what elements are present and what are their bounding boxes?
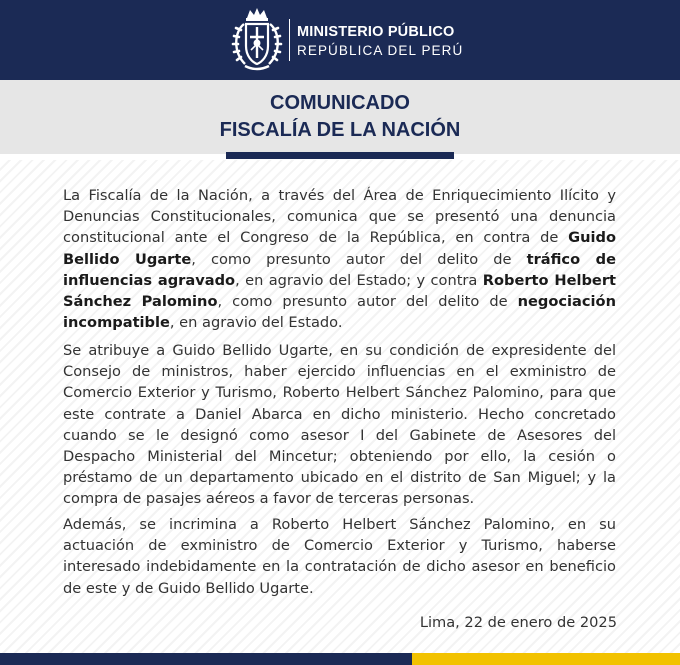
highlight-offense-1: tráfico de influencias agravado — [63, 250, 616, 289]
footer-bar-blue — [0, 653, 412, 665]
paragraph-1: La Fiscalía de la Nación, a través del Área de Enriquecimiento Ilícito y Denuncias Constitucionales, comunica que se presentó una denuncia constitucional ante el Congreso de la República, en contra de Guido Bellido Ugarte, como presunto autor del delito de tráfico de influencias agravado, en agravio del Estado; y contra Roberto Helbert Sánchez Palomino, como presunto autor del delito de negociación incompatible, en agravio del Estado. — [63, 187, 617, 332]
paragraph-3: Además, se incrimina a Roberto Helbert Sánchez Palomino, en su actuación de exministro de Comercio Exterior y Turismo, haberse interesado indebidamente en la contratación de dicho asesor en beneficio de este y de Guido Bellido Ugarte. — [63, 516, 616, 597]
header-divider — [289, 19, 290, 61]
coat-of-arms-icon — [231, 6, 283, 74]
highlight-name-1: Guido Bellido Ugarte — [63, 229, 616, 268]
org-name: MINISTERIO PÚBLICO — [297, 24, 455, 40]
paragraph-2: Se atribuye a Guido Bellido Ugarte, en su condición de expresidente del Consejo de ministros, haber ejercido influencias en el exministro de Comercio Exterior y Turismo, Roberto Helbert Sánchez Palomino, para que este contrate a Daniel Abarca en dicho ministerio. Hecho concretado cuando se le designó como asesor I del Gabinete de Asesores del Despacho Ministerial del Mincetur; obteniendo por ello, la cesión o préstamo de un departamento ubicado en el distrito de San Miguel; y la compra de pasajes aéreos a favor de terceras personas. — [63, 342, 616, 508]
org-subname: REPÚBLICA DEL PERÚ — [297, 43, 464, 58]
highlight-offense-2: negociación incompatible — [63, 293, 616, 332]
footer-bar-gold — [412, 653, 680, 665]
title-underline — [226, 152, 454, 159]
communique-title: COMUNICADO — [270, 92, 410, 114]
communique-subtitle: FISCALÍA DE LA NACIÓN — [219, 119, 461, 141]
highlight-name-2: Roberto Helbert Sánchez Palomino — [63, 271, 617, 311]
header-bar — [0, 0, 680, 80]
date-line: Lima, 22 de enero de 2025 — [419, 614, 617, 631]
